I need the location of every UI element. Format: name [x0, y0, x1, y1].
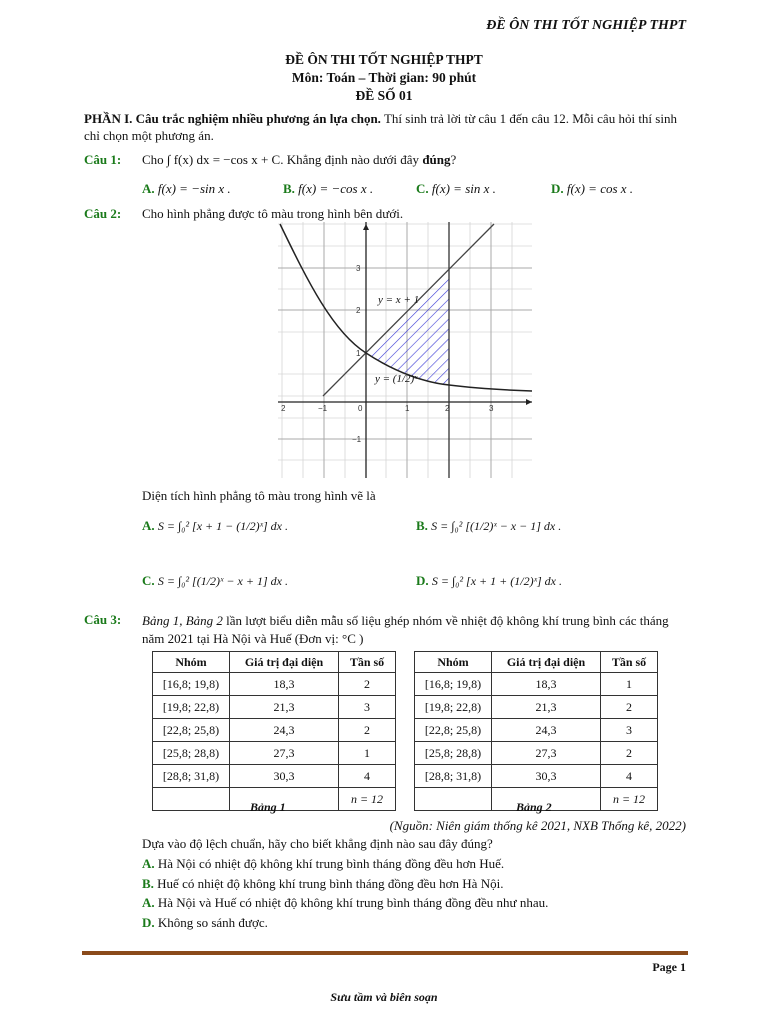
q1-stem-end: ? — [450, 152, 457, 167]
cell-group: [22,8; 25,8) — [415, 719, 492, 742]
cell-group: [25,8; 28,8) — [153, 742, 230, 765]
exam-number: ĐỀ SỐ 01 — [355, 88, 413, 103]
exam-subject: Môn: Toán – Thời gian: 90 phút — [291, 70, 477, 85]
q1-option-a[interactable] — [142, 181, 231, 197]
cell-group: [16,8; 19,8) — [415, 673, 492, 696]
cell-group: [19,8; 22,8) — [153, 696, 230, 719]
running-header: ĐỀ ÔN THI TỐT NGHIỆP THPT — [486, 18, 686, 33]
q3-option-c[interactable] — [142, 895, 548, 911]
part-1-instructions — [84, 110, 694, 144]
option-key: C. — [142, 573, 155, 588]
cell-rep: 21,3 — [492, 696, 601, 719]
col-header: Tần số — [601, 652, 658, 673]
cell-total: n = 12 — [601, 788, 658, 811]
col-header: Tần số — [339, 652, 396, 673]
cell-group: [16,8; 19,8) — [153, 673, 230, 696]
col-header: Giá trị đại diện — [492, 652, 601, 673]
q3-option-b[interactable] — [142, 876, 503, 892]
curve-label: y = (1/2)ˣ — [375, 373, 418, 385]
data-source: (Nguồn: Niên giám thống kê 2021, NXB Thống kê, 2022) — [389, 818, 686, 833]
cell-total: n = 12 — [339, 788, 396, 811]
q1-option-c[interactable] — [416, 181, 496, 197]
cell-rep: 27,3 — [230, 742, 339, 765]
option-text: S = ∫₀² [x + 1 − (1/2)ˣ] dx . — [157, 519, 288, 533]
table-row — [415, 719, 658, 742]
cell-group: [22,8; 25,8) — [153, 719, 230, 742]
cell-group: [19,8; 22,8) — [415, 696, 492, 719]
option-key: B. — [416, 518, 428, 533]
cell-freq: 1 — [601, 673, 658, 696]
cell-rep: 24,3 — [492, 719, 601, 742]
cell-freq: 4 — [339, 765, 396, 788]
q2-option-a[interactable] — [142, 518, 288, 534]
table-1 — [152, 651, 396, 811]
q1-option-d[interactable] — [551, 181, 633, 197]
footer-note: Sưu tầm và biên soạn — [330, 990, 438, 1004]
option-key: A. — [142, 856, 155, 871]
col-header: Nhóm — [153, 652, 230, 673]
cell-rep: 27,3 — [492, 742, 601, 765]
y-tick: 2 — [356, 306, 361, 315]
option-text: f(x) = −cos x . — [298, 181, 374, 196]
col-header: Nhóm — [415, 652, 492, 673]
cell-group: [25,8; 28,8) — [415, 742, 492, 765]
option-text: f(x) = −sin x . — [157, 181, 231, 196]
cell-group: [28,8; 31,8) — [415, 765, 492, 788]
table-1-caption: Bảng 1 — [250, 800, 286, 814]
q3-label: Câu 3: — [84, 612, 122, 627]
table-row — [153, 696, 396, 719]
q2-option-c[interactable] — [142, 573, 288, 589]
option-key: A. — [142, 895, 155, 910]
cell-rep: 24,3 — [230, 719, 339, 742]
q2-stem: Cho hình phẳng được tô màu trong hình bên dưới. — [142, 206, 404, 221]
option-key: D. — [142, 915, 155, 930]
option-text: f(x) = sin x . — [431, 181, 496, 196]
cell-freq: 2 — [339, 719, 396, 742]
q2-option-b[interactable] — [416, 518, 561, 534]
q3-option-d[interactable] — [142, 915, 268, 931]
table-row — [153, 719, 396, 742]
option-text: Hà Nội có nhiệt độ không khí trung bình tháng đồng đều hơn Huế. — [154, 856, 505, 871]
cell-freq: 2 — [601, 742, 658, 765]
q1-stem-bold: đúng — [422, 152, 451, 167]
q3-stem-tables: Bảng 1, Bảng 2 — [142, 613, 223, 628]
cell-freq: 3 — [601, 719, 658, 742]
col-header: Giá trị đại diện — [230, 652, 339, 673]
table-row — [415, 765, 658, 788]
y-tick: −1 — [352, 435, 362, 444]
cell-freq: 1 — [339, 742, 396, 765]
y-tick: 1 — [356, 349, 361, 358]
q3-stem-text: lần lượt biểu diễn mẫu số liệu ghép nhóm về nhiệt độ không khí trung bình các tháng năm 2021 tại Hà Nội và Huế (Đơn vị: °C ) — [142, 613, 669, 646]
cell-rep: 30,3 — [230, 765, 339, 788]
cell-freq: 3 — [339, 696, 396, 719]
q2-label: Câu 2: — [84, 206, 122, 221]
cell-rep: 18,3 — [492, 673, 601, 696]
part-1-label: PHẦN I. Câu trắc nghiệm nhiều phương án lựa chọn. — [84, 111, 381, 126]
cell-rep: 18,3 — [230, 673, 339, 696]
option-text: f(x) = cos x . — [566, 181, 634, 196]
q3-stem — [142, 612, 688, 648]
option-text: Không so sánh được. — [154, 915, 268, 930]
cell-freq: 2 — [339, 673, 396, 696]
cell-rep: 21,3 — [230, 696, 339, 719]
option-key: A. — [142, 518, 155, 533]
table-row — [153, 765, 396, 788]
cell-group: [28,8; 31,8) — [153, 765, 230, 788]
x-tick: 3 — [489, 404, 494, 413]
x-tick: 0 — [358, 404, 363, 413]
q1-option-b[interactable] — [283, 181, 373, 197]
cell-freq: 4 — [601, 765, 658, 788]
y-tick: 3 — [356, 264, 361, 273]
q1-stem-text: Cho ∫ f(x) dx = −cos x + C. Khẳng định nào dưới đây — [142, 152, 423, 167]
part-1-text: Thí sinh trả lời từ câu 1 đến câu 12. Mỗi câu hỏi thí sinh chỉ chọn một phương án. — [84, 111, 677, 143]
option-text: S = ∫₀² [(1/2)ˣ − x − 1] dx . — [431, 519, 562, 533]
q2-question: Diện tích hình phẳng tô màu trong hình vẽ là — [142, 488, 376, 503]
option-key: A. — [142, 181, 155, 196]
table-row — [153, 742, 396, 765]
q3-question: Dựa vào độ lệch chuẩn, hãy cho biết khẳng định nào sau đây đúng? — [142, 836, 493, 851]
page-number: Page 1 — [652, 960, 686, 974]
option-key: D. — [416, 573, 429, 588]
line-label: y = x + 1 — [378, 294, 420, 306]
cell-freq: 2 — [601, 696, 658, 719]
option-text: S = ∫₀² [x + 1 + (1/2)ˣ] dx . — [431, 574, 562, 588]
option-text: S = ∫₀² [(1/2)ˣ − x + 1] dx . — [157, 574, 288, 588]
option-text: Huế có nhiệt độ không khí trung bình tháng đồng đều hơn Hà Nội. — [153, 876, 504, 891]
q3-option-a[interactable] — [142, 856, 504, 872]
cell-rep: 30,3 — [492, 765, 601, 788]
table-row — [415, 673, 658, 696]
table-row — [415, 742, 658, 765]
q2-graph — [278, 222, 532, 478]
x-tick: −1 — [318, 404, 328, 413]
q1-label: Câu 1: — [84, 152, 122, 167]
table-2-caption: Bảng 2 — [516, 800, 552, 814]
exam-title: ĐỀ ÔN THI TỐT NGHIỆP THPT — [285, 52, 483, 67]
table-2 — [414, 651, 658, 811]
option-text: Hà Nội và Huế có nhiệt độ không khí trung bình tháng đồng đều như nhau. — [154, 895, 549, 910]
x-tick: 2 — [281, 404, 286, 413]
footer-divider — [82, 951, 688, 955]
x-tick: 2 — [445, 404, 450, 413]
option-key: B. — [142, 876, 154, 891]
option-key: D. — [551, 181, 564, 196]
q2-option-d[interactable] — [416, 573, 562, 589]
table-row — [153, 673, 396, 696]
x-tick: 1 — [405, 404, 410, 413]
table-row — [415, 696, 658, 719]
q1-stem — [142, 152, 456, 168]
option-key: B. — [283, 181, 295, 196]
option-key: C. — [416, 181, 429, 196]
